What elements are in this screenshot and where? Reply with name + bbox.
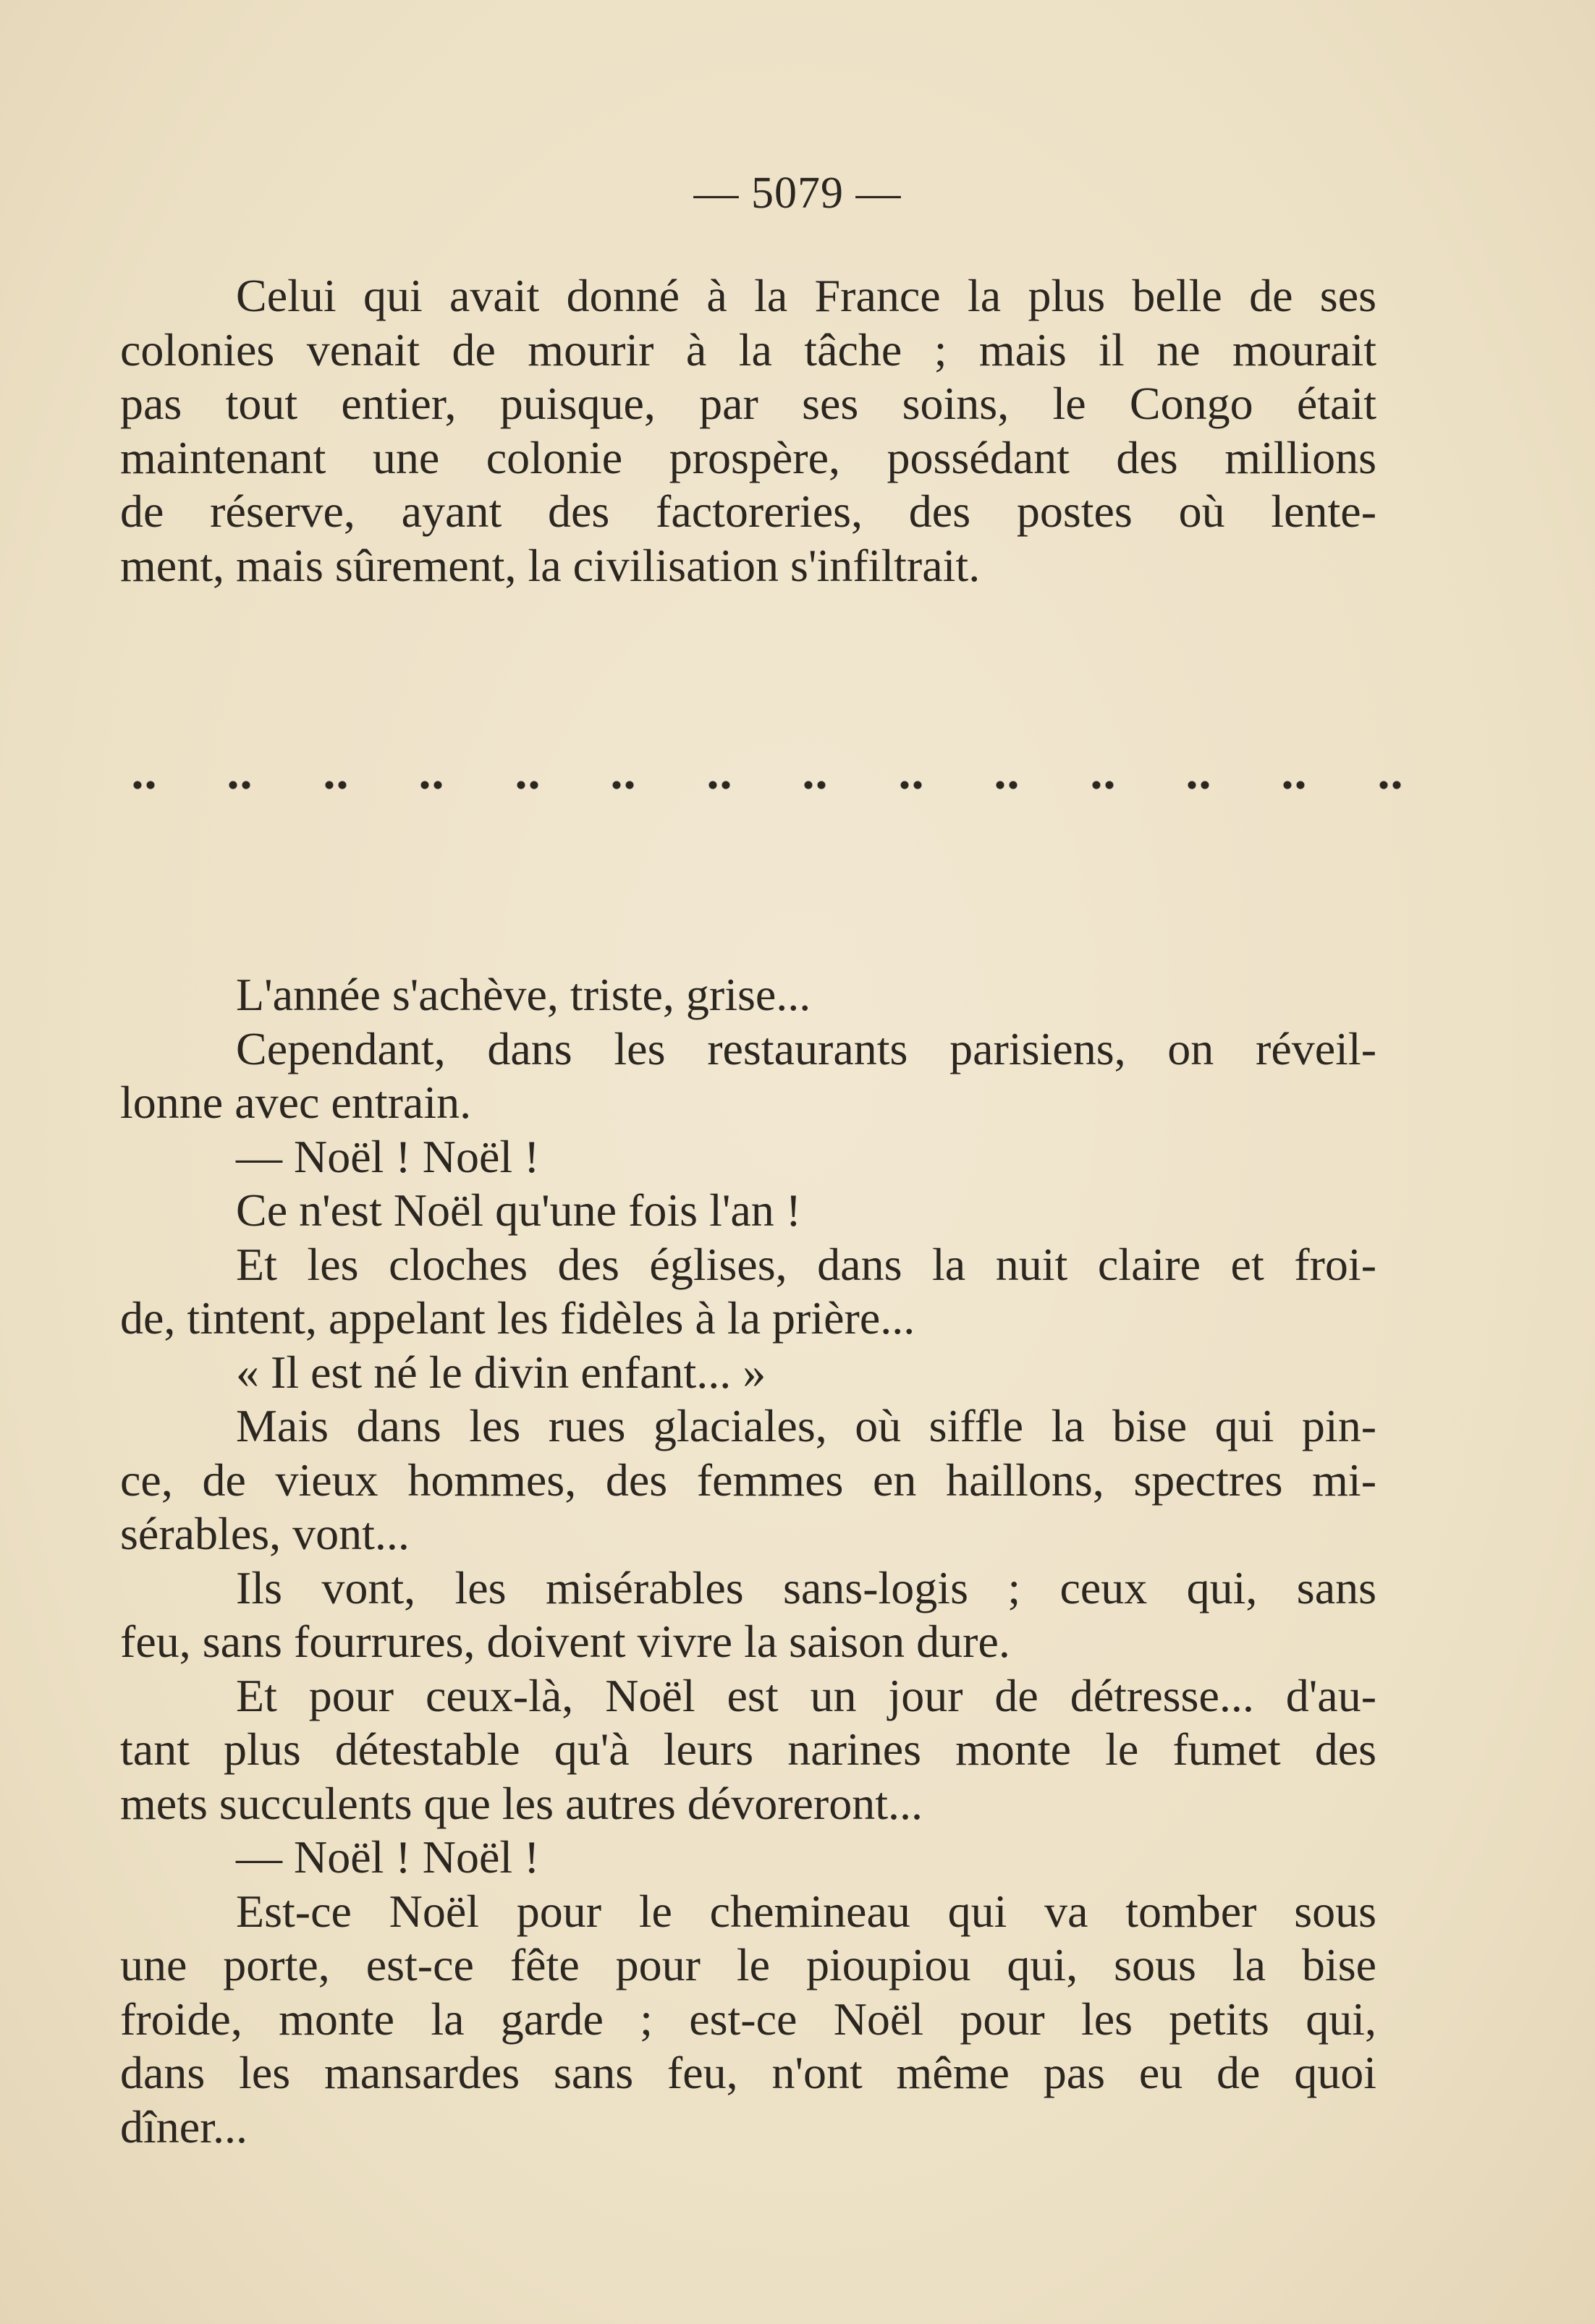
text-line: L'année s'achève, triste, grise... bbox=[236, 969, 811, 1020]
separator-dots bbox=[229, 781, 250, 789]
paragraph bbox=[120, 1130, 1376, 1184]
text-line: — Noël ! Noël ! bbox=[236, 1130, 540, 1182]
text-line: mets succulents que les autres dévoreront... bbox=[120, 1777, 923, 1829]
text-line: Mais dans les rues glaciales, où siffle la bise qui pin- bbox=[236, 1400, 1376, 1451]
text-section-noel bbox=[120, 968, 1376, 2154]
text-line: feu, sans fourrures, doivent vivre la saison dure. bbox=[120, 1616, 1010, 1667]
paragraph bbox=[120, 1669, 1376, 1831]
separator-dots bbox=[1092, 781, 1114, 789]
paragraph bbox=[120, 1885, 1376, 2155]
paragraph bbox=[120, 1346, 1376, 1400]
page-number: — 5079 — bbox=[693, 169, 902, 218]
paragraph bbox=[120, 1561, 1376, 1669]
paragraph bbox=[120, 269, 1376, 593]
paragraph bbox=[120, 1831, 1376, 1885]
text-line: de réserve, ayant des factoreries, des postes où lente- bbox=[120, 485, 1376, 537]
text-line: dîner... bbox=[120, 2100, 248, 2153]
text-line: une porte, est-ce fête pour le pioupiou qui, sous la bise bbox=[120, 1939, 1376, 1990]
dotted-section-separator bbox=[133, 778, 1401, 792]
text-line: maintenant une colonie prospère, possédant des millions bbox=[120, 431, 1376, 483]
paragraph bbox=[120, 1184, 1376, 1238]
text-line: Cependant, dans les restaurants parisiens, on réveil- bbox=[236, 1022, 1376, 1074]
text-line: ment, mais sûrement, la civilisation s'infiltrait. bbox=[120, 539, 981, 591]
text-line: Est-ce Noël pour le chemineau qui va tomber sous bbox=[236, 1885, 1376, 1937]
separator-dots bbox=[708, 781, 730, 789]
text-line: pas tout entier, puisque, par ses soins, le Congo était bbox=[120, 378, 1376, 429]
text-line: Ce n'est Noël qu'une fois l'an ! bbox=[236, 1184, 802, 1236]
separator-dots bbox=[420, 781, 442, 789]
separator-dots bbox=[1283, 781, 1305, 789]
text-line: dans les mansardes sans feu, n'ont même pas eu de quoi bbox=[120, 2047, 1376, 2098]
paragraph bbox=[120, 968, 1376, 1022]
text-line: — Noël ! Noël ! bbox=[236, 1831, 540, 1883]
separator-dots bbox=[133, 781, 155, 789]
text-line: colonies venait de mourir à la tâche ; mais il ne mourait bbox=[120, 323, 1376, 376]
separator-dots bbox=[1379, 781, 1401, 789]
text-line: lonne avec entrain. bbox=[120, 1077, 472, 1128]
separator-dots bbox=[612, 781, 634, 789]
text-line: froide, monte la garde ; est-ce Noël pour les petits qui, bbox=[120, 1993, 1376, 2045]
text-line: Ils vont, les misérables sans-logis ; ceux qui, sans bbox=[236, 1561, 1376, 1613]
paragraph bbox=[120, 1238, 1376, 1346]
text-line: tant plus détestable qu'à leurs narines monte le fumet des bbox=[120, 1723, 1376, 1775]
text-line: Et pour ceux-là, Noël est un jour de détresse... d'au- bbox=[236, 1669, 1376, 1721]
separator-dots bbox=[900, 781, 922, 789]
text-section-congo bbox=[120, 269, 1376, 593]
paragraph bbox=[120, 1399, 1376, 1561]
separator-dots bbox=[804, 781, 826, 789]
text-line: de, tintent, appelant les fidèles à la prière... bbox=[120, 1292, 915, 1344]
text-line: sérables, vont... bbox=[120, 1508, 410, 1559]
text-line: Et les cloches des églises, dans la nuit claire et froi- bbox=[236, 1238, 1376, 1290]
text-line: « Il est né le divin enfant... » bbox=[236, 1346, 766, 1398]
text-line: ce, de vieux hommes, des femmes en haillons, spectres mi- bbox=[120, 1454, 1376, 1506]
separator-dots bbox=[996, 781, 1018, 789]
separator-dots bbox=[1188, 781, 1209, 789]
text-line: Celui qui avait donné à la France la plus belle de ses bbox=[236, 270, 1376, 321]
paragraph bbox=[120, 1022, 1376, 1130]
separator-dots bbox=[517, 781, 538, 789]
separator-dots bbox=[325, 781, 347, 789]
